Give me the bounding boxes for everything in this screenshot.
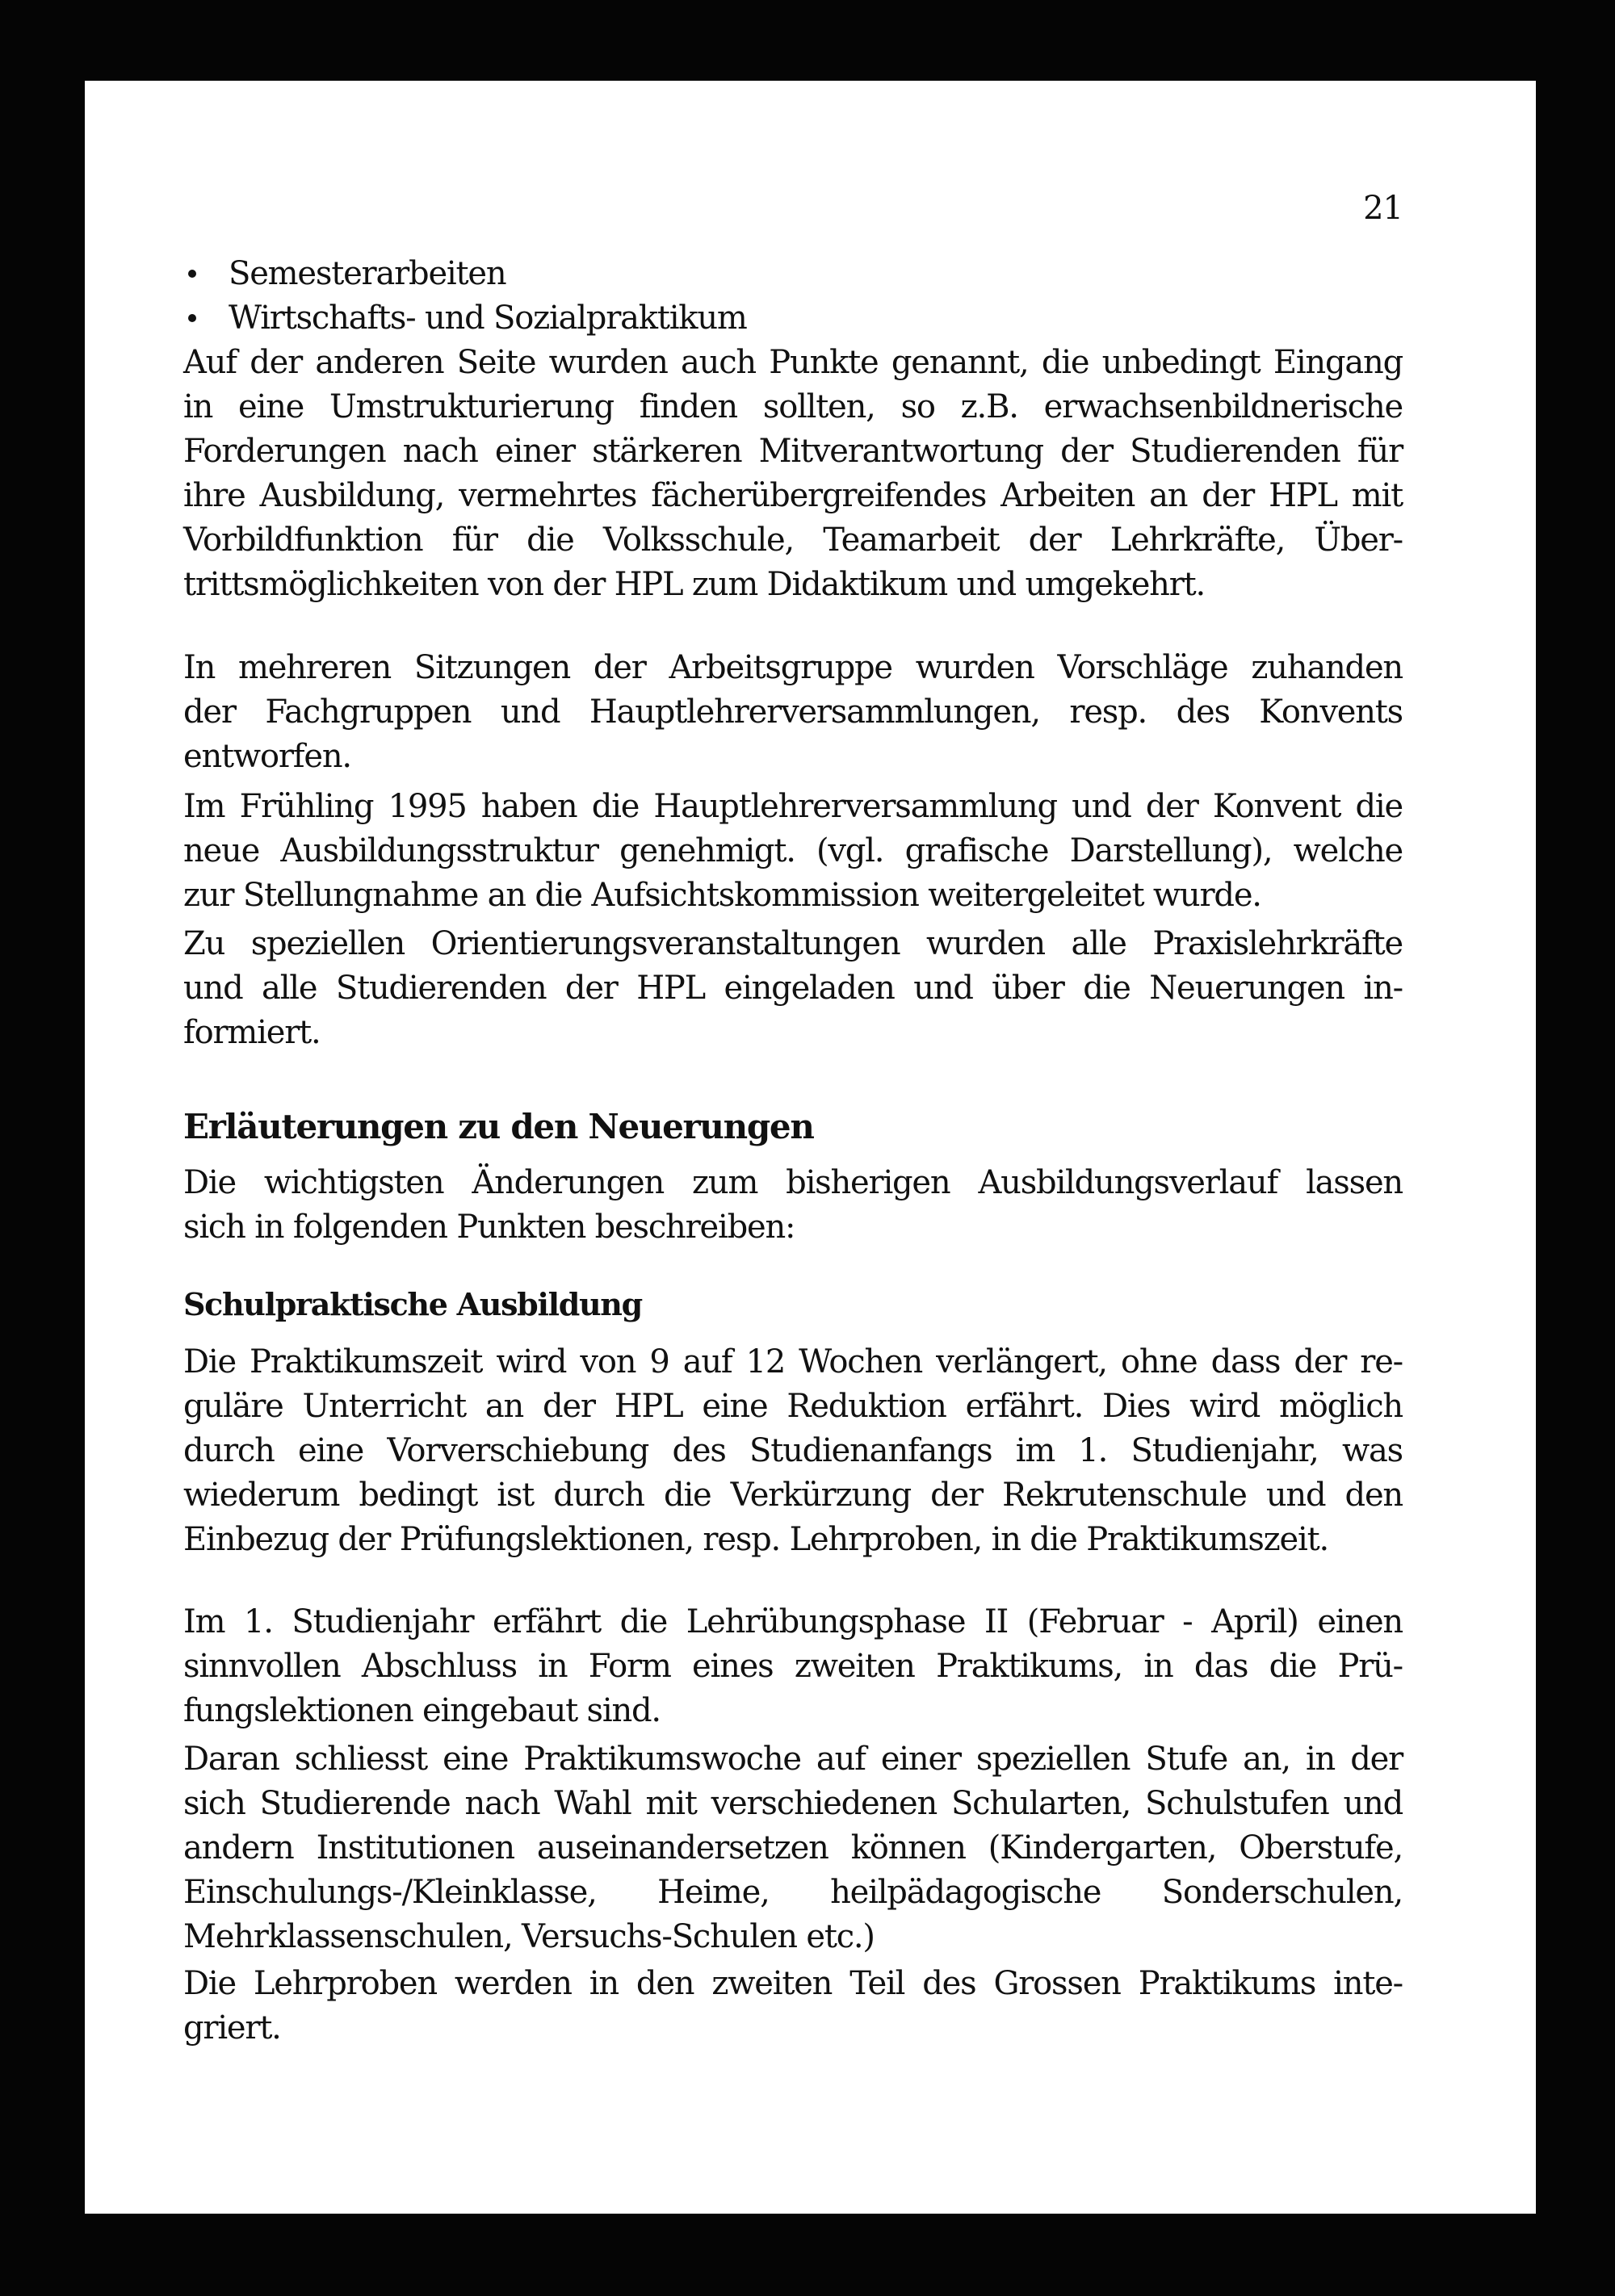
text-line: andern Institutionen auseinandersetzen können (Kindergarten, Oberstufe, <box>183 1829 1403 1867</box>
text-line: durch eine Vorverschiebung des Studienanfangs im 1. Studienjahr, was <box>183 1432 1403 1469</box>
text-line: Forderungen nach einer stärkeren Mitverantwortung der Studierenden für <box>183 433 1403 470</box>
text-line: zur Stellungnahme an die Aufsichtskommission weitergeleitet wurde. <box>183 877 1261 914</box>
text-line: sich Studierende nach Wahl mit verschiedenen Schularten, Schulstufen und <box>183 1785 1403 1822</box>
bullet-item <box>183 252 1403 296</box>
text-line: sich in folgenden Punkten beschreiben: <box>183 1209 795 1246</box>
bullet-list <box>183 252 1403 341</box>
section-heading: Erläuterungen zu den Neuerungen <box>183 1107 814 1146</box>
paragraph <box>183 1340 1403 1562</box>
subsection-heading: Schulpraktische Ausbildung <box>183 1286 642 1322</box>
text-line: Vorbildfunktion für die Volksschule, Teamarbeit der Lehrkräfte, Über- <box>183 522 1403 559</box>
text-line: Einschulungs-/Kleinklasse, Heime, heilpädagogische Sonderschulen, <box>183 1874 1403 1911</box>
text-line: Im 1. Studienjahr erfährt die Lehrübungsphase II (Februar - April) einen <box>183 1603 1403 1640</box>
text-line: formiert. <box>183 1014 321 1051</box>
text-line: Zu speziellen Orientierungsveranstaltungen wurden alle Praxislehrkräfte <box>183 925 1403 962</box>
page-number: 21 <box>1363 190 1403 227</box>
text-line: und alle Studierenden der HPL eingeladen und über die Neuerungen in- <box>183 970 1403 1007</box>
text-line: griert. <box>183 2009 281 2047</box>
text-line: sinnvollen Abschluss in Form eines zweiten Praktikums, in das die Prü- <box>183 1648 1403 1685</box>
paragraph <box>183 646 1403 779</box>
text-line: Die Praktikumszeit wird von 9 auf 12 Wochen verlängert, ohne dass der re- <box>183 1343 1403 1381</box>
paragraph <box>183 785 1403 918</box>
text-line: Im Frühling 1995 haben die Hauptlehrerversammlung und der Konvent die <box>183 788 1403 825</box>
text-line: In mehreren Sitzungen der Arbeitsgruppe wurden Vorschläge zuhanden <box>183 649 1403 686</box>
paragraph <box>183 922 1403 1055</box>
text-line: Mehrklassenschulen, Versuchs-Schulen etc.) <box>183 1918 875 1955</box>
document-page <box>85 81 1536 2214</box>
bullet-text: Wirtschafts- und Sozialpraktikum <box>229 300 747 337</box>
paragraph <box>183 341 1403 607</box>
text-line: Die Lehrproben werden in den zweiten Teil des Grossen Praktikums inte- <box>183 1965 1403 2002</box>
paragraph <box>183 1962 1403 2051</box>
text-line: fungslektionen eingebaut sind. <box>183 1692 661 1729</box>
bullet-dot-icon <box>188 270 196 278</box>
paragraph <box>183 1161 1403 1250</box>
text-line: ihre Ausbildung, vermehrtes fächerübergreifendes Arbeiten an der HPL mit <box>183 477 1403 514</box>
text-line: Einbezug der Prüfungslektionen, resp. Lehrproben, in die Praktikumszeit. <box>183 1521 1329 1558</box>
text-line: Die wichtigsten Änderungen zum bisherigen Ausbildungsverlauf lassen <box>183 1164 1403 1201</box>
text-line: in eine Umstrukturierung finden sollten, so z.B. erwachsenbildnerische <box>183 388 1403 425</box>
text-line: entworfen. <box>183 738 351 775</box>
bullet-item <box>183 296 1403 341</box>
text-line: guläre Unterricht an der HPL eine Reduktion erfährt. Dies wird möglich <box>183 1388 1403 1425</box>
paragraph <box>183 1737 1403 1959</box>
text-line: neue Ausbildungsstruktur genehmigt. (vgl. grafische Darstellung), welche <box>183 832 1403 869</box>
text-line: trittsmöglichkeiten von der HPL zum Didaktikum und umgekehrt. <box>183 566 1206 603</box>
text-line: der Fachgruppen und Hauptlehrerversammlungen, resp. des Konvents <box>183 693 1403 731</box>
text-line: wiederum bedingt ist durch die Verkürzung der Rekrutenschule und den <box>183 1477 1403 1514</box>
paragraph <box>183 1600 1403 1733</box>
text-line: Auf der anderen Seite wurden auch Punkte genannt, die unbedingt Eingang <box>183 344 1403 381</box>
bullet-dot-icon <box>188 314 196 322</box>
text-line: Daran schliesst eine Praktikumswoche auf einer speziellen Stufe an, in der <box>183 1741 1403 1778</box>
bullet-text: Semesterarbeiten <box>229 255 506 292</box>
